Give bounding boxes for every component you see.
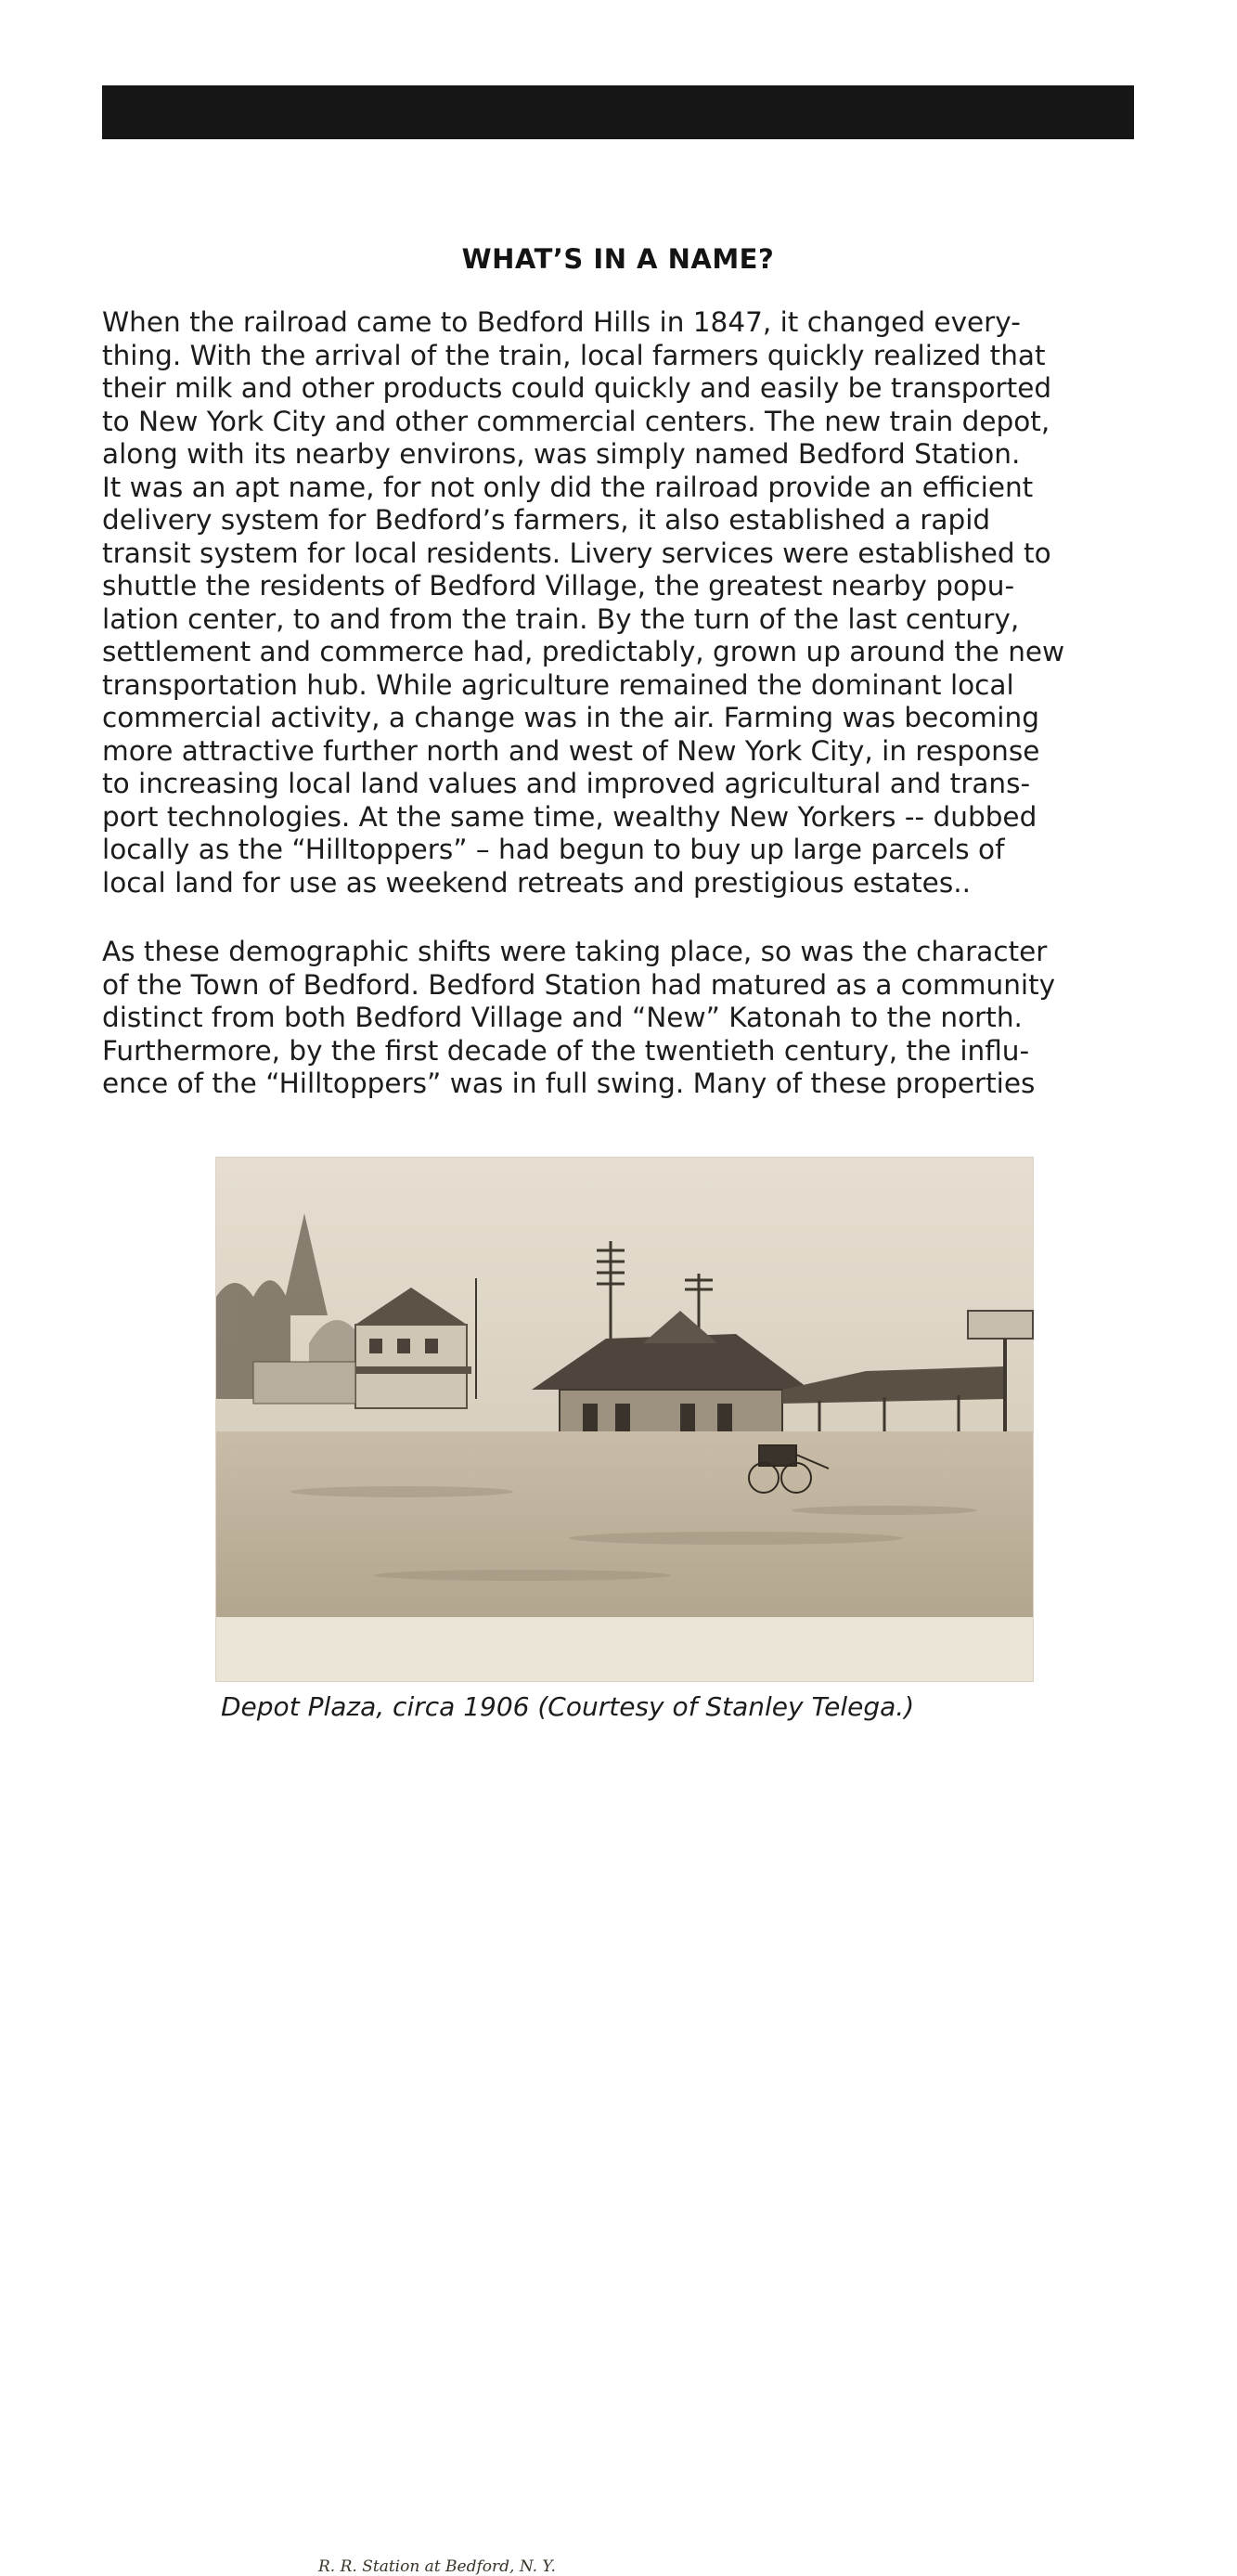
paragraph-1	[102, 306, 1151, 900]
text-line: Furthermore, by the first decade of the twentieth century, the influ-	[102, 1034, 1030, 1067]
text-line: of the Town of Bedford. Bedford Station had matured as a community	[102, 968, 1056, 1001]
text-line: distinct from both Bedford Village and “New” Katonah to the north.	[102, 1002, 1023, 1033]
text-line: their milk and other products could quickly and easily be transported	[102, 372, 1052, 404]
text-line: delivery system for Bedford’s farmers, it also established a rapid	[102, 504, 991, 536]
photo-caption: Depot Plaza, circa 1906 (Courtesy of Stanley Telega.)	[221, 1691, 915, 1722]
text-line: As these demographic shifts were taking place, so was the character	[102, 936, 1048, 967]
postcard-caption: R. R. Station at Bedford, N. Y.	[318, 2557, 556, 2576]
text-line: transportation hub. While agriculture remained the dominant local	[102, 668, 1014, 701]
text-line: shuttle the residents of Bedford Village, the greatest nearby popu-	[102, 570, 1015, 602]
text-line: ence of the “Hilltoppers” was in full swing. Many of these properties	[102, 1068, 1036, 1099]
text-line: commercial activity, a change was in the air. Farming was becoming	[102, 702, 1039, 733]
text-line: local land for use as weekend retreats and prestigious estates..	[102, 866, 971, 899]
text-line: port technologies. At the same time, wealthy New Yorkers -- dubbed	[102, 800, 1037, 833]
text-line: transit system for local residents. Livery services were established to	[102, 537, 1051, 569]
text-line: to New York City and other commercial centers. The new train depot,	[102, 405, 1050, 437]
text-line: It was an apt name, for not only did the railroad provide an efficient	[102, 471, 1034, 503]
text-line: locally as the “Hilltoppers” – had begun to buy up large parcels of	[102, 834, 1005, 865]
text-line: along with its nearby environs, was simply named Bedford Station.	[102, 438, 1021, 470]
paragraph-2	[102, 936, 1151, 1101]
depot-plaza-illustration	[216, 1158, 1033, 1681]
text-line: to increasing local land values and improved agricultural and trans-	[102, 768, 1031, 799]
text-line: lation center, to and from the train. By the turn of the last century,	[102, 602, 1020, 635]
text-line: thing. With the arrival of the train, local farmers quickly realized that	[102, 339, 1046, 371]
text-line: When the railroad came to Bedford Hills in 1847, it changed every-	[102, 306, 1021, 338]
page-title: WHAT’S IN A NAME?	[461, 243, 775, 275]
text-line: more attractive further north and west of New York City, in response	[102, 734, 1040, 767]
text-line: settlement and commerce had, predictably, grown up around the new	[102, 636, 1065, 667]
header-bar	[102, 85, 1134, 139]
